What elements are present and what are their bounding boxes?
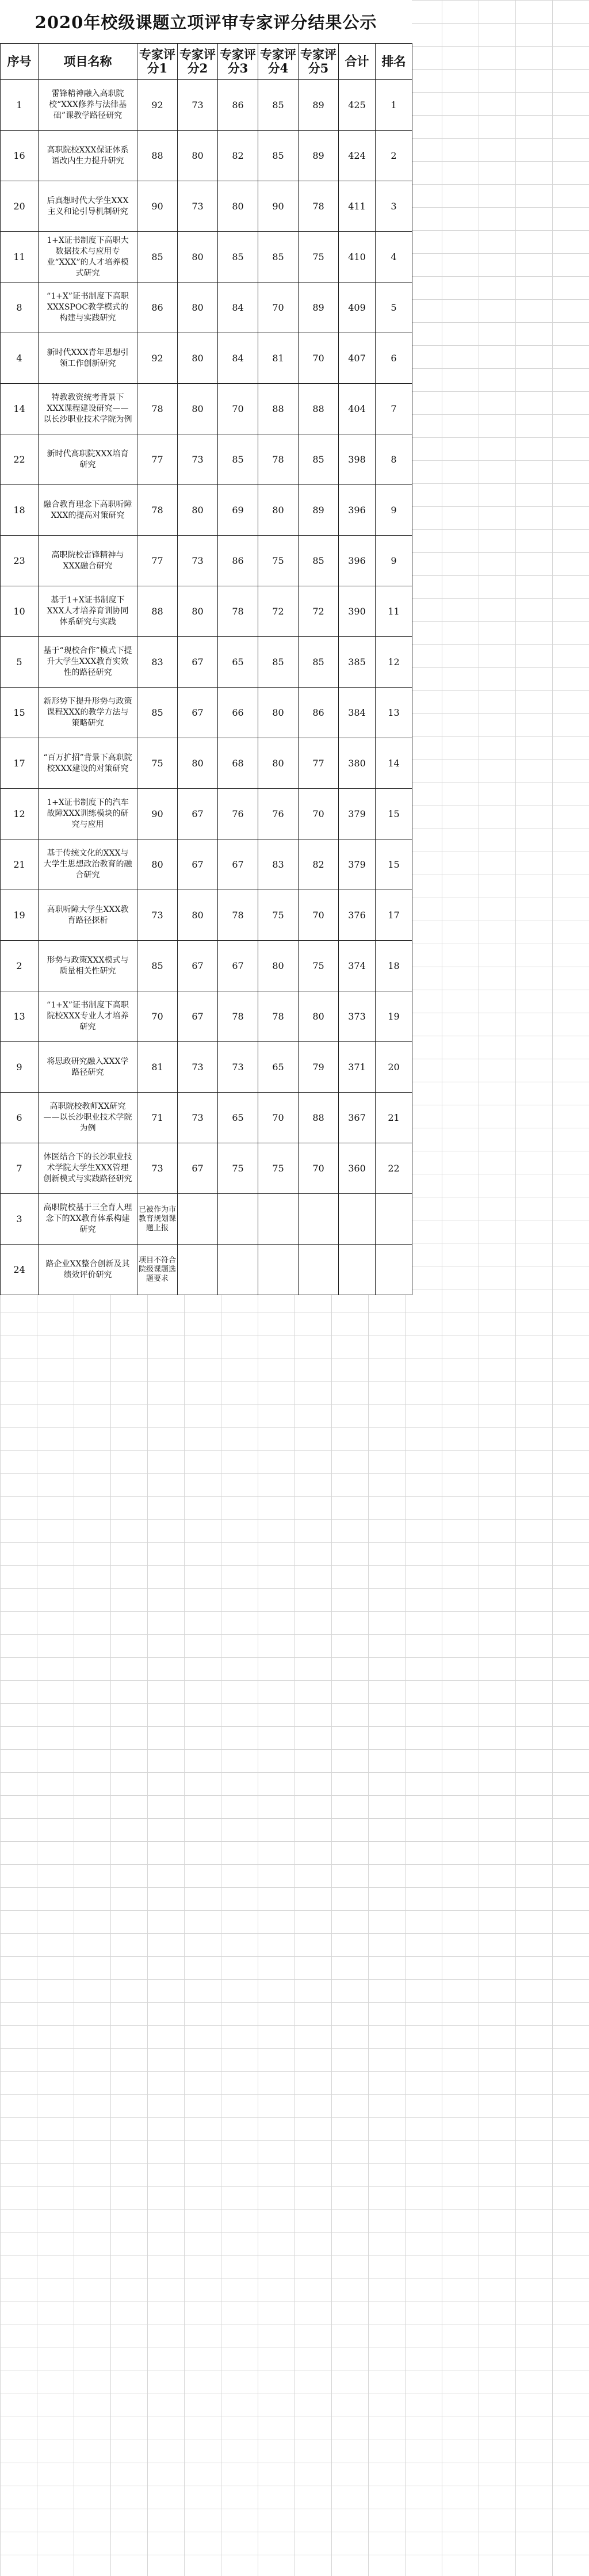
cell-score-2: 73 <box>178 1093 218 1143</box>
cell-rank: 6 <box>376 333 412 384</box>
cell-project-name: “百万扩招”背景下高职院校XXX建设的对策研究 <box>39 738 137 789</box>
cell-total: 407 <box>339 333 376 384</box>
cell-score-2: 80 <box>178 485 218 536</box>
cell-total: 374 <box>339 941 376 991</box>
table-row <box>1 384 412 434</box>
cell-score-3: 84 <box>218 333 258 384</box>
cell-score-3: 69 <box>218 485 258 536</box>
cell-project-name: 形势与政策XXX模式与质量相关性研究 <box>39 941 137 991</box>
cell-score-4: 88 <box>258 384 299 434</box>
cell-serial-no: 11 <box>1 232 39 283</box>
cell-score-3: 80 <box>218 181 258 232</box>
header-cell-score3: 专家评分3 <box>218 44 258 80</box>
cell-empty <box>376 1245 412 1295</box>
cell-serial-no: 2 <box>1 941 39 991</box>
cell-score-4: 80 <box>258 941 299 991</box>
cell-total: 379 <box>339 839 376 890</box>
cell-rank: 2 <box>376 131 412 181</box>
cell-project-name: 后真想时代大学生XXX主义和论引导机制研究 <box>39 181 137 232</box>
cell-score-4: 78 <box>258 434 299 485</box>
table-row <box>1 688 412 738</box>
cell-serial-no: 16 <box>1 131 39 181</box>
cell-score-5: 85 <box>299 434 339 485</box>
cell-score-1: 78 <box>137 384 178 434</box>
cell-total: 409 <box>339 283 376 333</box>
table-row <box>1 586 412 637</box>
cell-total: 384 <box>339 688 376 738</box>
cell-score-2: 80 <box>178 384 218 434</box>
cell-score-4: 65 <box>258 1042 299 1093</box>
cell-score-1: 92 <box>137 80 178 131</box>
cell-serial-no: 3 <box>1 1194 39 1245</box>
cell-empty <box>258 1245 299 1295</box>
cell-total: 385 <box>339 637 376 688</box>
cell-total: 396 <box>339 485 376 536</box>
cell-total: 425 <box>339 80 376 131</box>
cell-total: 367 <box>339 1093 376 1143</box>
cell-rank: 18 <box>376 941 412 991</box>
table-row <box>1 181 412 232</box>
cell-rank: 11 <box>376 586 412 637</box>
cell-rank: 22 <box>376 1143 412 1194</box>
header-cell-score1: 专家评分1 <box>137 44 178 80</box>
cell-score-4: 80 <box>258 688 299 738</box>
cell-score-5: 89 <box>299 80 339 131</box>
header-cell-name: 项目名称 <box>39 44 137 80</box>
cell-rank: 9 <box>376 536 412 586</box>
cell-project-name: 1+X证书制度下的汽车故障XXX训练模块的研究与应用 <box>39 789 137 839</box>
cell-score-5: 85 <box>299 536 339 586</box>
cell-serial-no: 20 <box>1 181 39 232</box>
cell-rank: 9 <box>376 485 412 536</box>
cell-rank: 1 <box>376 80 412 131</box>
cell-score-3: 68 <box>218 738 258 789</box>
cell-project-name: 雷锋精神融入高职院校“XXX修养与法律基础”课教学路径研究 <box>39 80 137 131</box>
cell-rank: 21 <box>376 1093 412 1143</box>
cell-total: 373 <box>339 991 376 1042</box>
cell-project-name: 基于传统文化的XXX与大学生思想政治教育的融合研究 <box>39 839 137 890</box>
cell-score-2: 80 <box>178 232 218 283</box>
table-body <box>1 80 412 1295</box>
cell-serial-no: 21 <box>1 839 39 890</box>
cell-score-4: 83 <box>258 839 299 890</box>
cell-rank: 15 <box>376 789 412 839</box>
cell-serial-no: 10 <box>1 586 39 637</box>
header-cell-score4: 专家评分4 <box>258 44 299 80</box>
cell-project-name: 体医结合下的长沙职业技术学院大学生XXX管理创新模式与实践路径研究 <box>39 1143 137 1194</box>
cell-note: 已被作为市教育规划课题上报 <box>137 1194 178 1245</box>
cell-score-4: 72 <box>258 586 299 637</box>
cell-total: 424 <box>339 131 376 181</box>
cell-empty <box>178 1245 218 1295</box>
cell-score-1: 77 <box>137 536 178 586</box>
cell-score-1: 80 <box>137 839 178 890</box>
cell-score-3: 84 <box>218 283 258 333</box>
cell-serial-no: 17 <box>1 738 39 789</box>
cell-score-2: 80 <box>178 586 218 637</box>
cell-score-3: 86 <box>218 80 258 131</box>
cell-score-2: 67 <box>178 941 218 991</box>
table-row <box>1 637 412 688</box>
cell-score-5: 85 <box>299 637 339 688</box>
cell-score-2: 80 <box>178 890 218 941</box>
cell-project-name: 高职院校雷锋精神与XXX融合研究 <box>39 536 137 586</box>
cell-score-5: 75 <box>299 941 339 991</box>
cell-serial-no: 14 <box>1 384 39 434</box>
cell-project-name: 基于1+X证书制度下XXX人才培养育训协同体系研究与实践 <box>39 586 137 637</box>
cell-note: 项目不符合院级课题选题要求 <box>137 1245 178 1295</box>
cell-score-2: 67 <box>178 1143 218 1194</box>
cell-score-1: 81 <box>137 1042 178 1093</box>
cell-serial-no: 6 <box>1 1093 39 1143</box>
cell-score-2: 80 <box>178 283 218 333</box>
cell-rank: 15 <box>376 839 412 890</box>
cell-project-name: 1+X证书制度下高职大数据技术与应用专业“XXX”的人才培养模式研究 <box>39 232 137 283</box>
table-row <box>1 283 412 333</box>
cell-score-2: 67 <box>178 637 218 688</box>
cell-score-5: 89 <box>299 131 339 181</box>
cell-score-3: 66 <box>218 688 258 738</box>
cell-score-3: 78 <box>218 586 258 637</box>
cell-score-1: 75 <box>137 738 178 789</box>
cell-total: 411 <box>339 181 376 232</box>
title-band <box>0 0 412 43</box>
table-row <box>1 991 412 1042</box>
cell-score-1: 71 <box>137 1093 178 1143</box>
header-cell-score2: 专家评分2 <box>178 44 218 80</box>
cell-score-4: 90 <box>258 181 299 232</box>
cell-rank: 7 <box>376 384 412 434</box>
table-row <box>1 232 412 283</box>
table-row <box>1 536 412 586</box>
table-row <box>1 1245 412 1295</box>
cell-score-5: 70 <box>299 1143 339 1194</box>
cell-score-2: 73 <box>178 80 218 131</box>
cell-score-4: 70 <box>258 1093 299 1143</box>
cell-score-1: 77 <box>137 434 178 485</box>
cell-score-2: 73 <box>178 434 218 485</box>
table-row <box>1 131 412 181</box>
cell-score-3: 73 <box>218 1042 258 1093</box>
cell-score-1: 90 <box>137 789 178 839</box>
cell-score-3: 85 <box>218 434 258 485</box>
cell-score-1: 85 <box>137 232 178 283</box>
cell-project-name: 融合教育理念下高职听障XXX的提高对策研究 <box>39 485 137 536</box>
cell-total: 379 <box>339 789 376 839</box>
cell-score-4: 80 <box>258 485 299 536</box>
cell-project-name: 高职院校基于三全育人理念下的XX教育体系构建研究 <box>39 1194 137 1245</box>
cell-score-3: 67 <box>218 839 258 890</box>
cell-score-1: 86 <box>137 283 178 333</box>
cell-score-3: 85 <box>218 232 258 283</box>
cell-score-2: 80 <box>178 333 218 384</box>
page-title: 2020年校级课题立项评审专家评分结果公示 <box>35 13 377 32</box>
cell-rank: 13 <box>376 688 412 738</box>
cell-total: 380 <box>339 738 376 789</box>
cell-serial-no: 1 <box>1 80 39 131</box>
cell-project-name: 高职听障大学生XXX教育路径探析 <box>39 890 137 941</box>
cell-project-name: 路企业XX整合创新及其绩效评价研究 <box>39 1245 137 1295</box>
cell-score-4: 75 <box>258 890 299 941</box>
cell-total: 376 <box>339 890 376 941</box>
cell-score-5: 86 <box>299 688 339 738</box>
cell-empty <box>218 1245 258 1295</box>
cell-empty <box>376 1194 412 1245</box>
cell-score-4: 75 <box>258 536 299 586</box>
table-row <box>1 1194 412 1245</box>
table-row <box>1 1093 412 1143</box>
header-cell-score5: 专家评分5 <box>299 44 339 80</box>
cell-score-3: 82 <box>218 131 258 181</box>
cell-project-name: 基于“现校合作”模式下提升大学生XXX教育实效性的路径研究 <box>39 637 137 688</box>
header-row <box>1 44 412 80</box>
table-row <box>1 80 412 131</box>
cell-project-name: 新形势下提升形势与政策课程XXX的教学方法与策略研究 <box>39 688 137 738</box>
table-row <box>1 789 412 839</box>
cell-score-5: 75 <box>299 232 339 283</box>
cell-score-4: 85 <box>258 232 299 283</box>
cell-score-4: 81 <box>258 333 299 384</box>
table-row <box>1 890 412 941</box>
cell-rank: 3 <box>376 181 412 232</box>
table-row <box>1 941 412 991</box>
cell-total: 360 <box>339 1143 376 1194</box>
cell-score-3: 65 <box>218 1093 258 1143</box>
cell-score-1: 85 <box>137 688 178 738</box>
cell-score-1: 73 <box>137 890 178 941</box>
cell-score-1: 83 <box>137 637 178 688</box>
cell-score-4: 78 <box>258 991 299 1042</box>
cell-score-2: 73 <box>178 536 218 586</box>
cell-score-5: 78 <box>299 181 339 232</box>
cell-empty <box>339 1245 376 1295</box>
cell-score-3: 70 <box>218 384 258 434</box>
cell-project-name: “1+X”证书制度下高职院校XXX专业人才培养研究 <box>39 991 137 1042</box>
cell-empty <box>178 1194 218 1245</box>
cell-score-5: 82 <box>299 839 339 890</box>
cell-score-5: 79 <box>299 1042 339 1093</box>
cell-score-5: 88 <box>299 1093 339 1143</box>
score-table <box>0 43 412 1295</box>
cell-score-5: 77 <box>299 738 339 789</box>
cell-rank: 17 <box>376 890 412 941</box>
cell-score-2: 73 <box>178 181 218 232</box>
cell-score-5: 70 <box>299 789 339 839</box>
cell-total: 410 <box>339 232 376 283</box>
cell-empty <box>258 1194 299 1245</box>
cell-score-2: 67 <box>178 688 218 738</box>
cell-score-3: 78 <box>218 890 258 941</box>
cell-serial-no: 5 <box>1 637 39 688</box>
cell-score-3: 86 <box>218 536 258 586</box>
cell-score-5: 89 <box>299 485 339 536</box>
cell-score-3: 67 <box>218 941 258 991</box>
cell-project-name: 高职院校XXX保证体系语改内生力提升研究 <box>39 131 137 181</box>
cell-rank: 12 <box>376 637 412 688</box>
cell-rank: 20 <box>376 1042 412 1093</box>
header-cell-rank: 排名 <box>376 44 412 80</box>
cell-empty <box>299 1245 339 1295</box>
cell-rank: 19 <box>376 991 412 1042</box>
cell-total: 398 <box>339 434 376 485</box>
cell-total: 396 <box>339 536 376 586</box>
cell-serial-no: 9 <box>1 1042 39 1093</box>
cell-serial-no: 23 <box>1 536 39 586</box>
table-row <box>1 839 412 890</box>
cell-score-2: 67 <box>178 991 218 1042</box>
cell-score-4: 70 <box>258 283 299 333</box>
cell-score-4: 85 <box>258 131 299 181</box>
cell-empty <box>299 1194 339 1245</box>
table-row <box>1 434 412 485</box>
cell-serial-no: 18 <box>1 485 39 536</box>
cell-serial-no: 12 <box>1 789 39 839</box>
cell-serial-no: 4 <box>1 333 39 384</box>
cell-score-1: 92 <box>137 333 178 384</box>
cell-score-5: 80 <box>299 991 339 1042</box>
cell-total: 404 <box>339 384 376 434</box>
cell-score-1: 85 <box>137 941 178 991</box>
cell-score-1: 73 <box>137 1143 178 1194</box>
cell-score-1: 90 <box>137 181 178 232</box>
cell-score-3: 76 <box>218 789 258 839</box>
cell-project-name: 将思政研究融入XXX学路径研究 <box>39 1042 137 1093</box>
cell-score-4: 85 <box>258 80 299 131</box>
header-cell-total: 合计 <box>339 44 376 80</box>
cell-score-1: 70 <box>137 991 178 1042</box>
cell-project-name: 新时代高职院XXX培育研究 <box>39 434 137 485</box>
cell-total: 390 <box>339 586 376 637</box>
cell-score-1: 88 <box>137 131 178 181</box>
cell-project-name: 特教教资统考背景下XXX课程建设研究——以长沙职业技术学院为例 <box>39 384 137 434</box>
table-row <box>1 738 412 789</box>
cell-serial-no: 22 <box>1 434 39 485</box>
table-row <box>1 333 412 384</box>
cell-score-5: 88 <box>299 384 339 434</box>
cell-score-2: 80 <box>178 738 218 789</box>
cell-serial-no: 8 <box>1 283 39 333</box>
cell-score-3: 65 <box>218 637 258 688</box>
cell-score-4: 80 <box>258 738 299 789</box>
cell-project-name: 新时代XXX青年思想引领工作创新研究 <box>39 333 137 384</box>
cell-serial-no: 7 <box>1 1143 39 1194</box>
cell-score-4: 85 <box>258 637 299 688</box>
cell-score-3: 75 <box>218 1143 258 1194</box>
cell-score-2: 73 <box>178 1042 218 1093</box>
cell-project-name: “1+X”证书制度下高职XXXSPOC教学模式的构建与实践研究 <box>39 283 137 333</box>
cell-score-5: 72 <box>299 586 339 637</box>
cell-score-2: 67 <box>178 789 218 839</box>
cell-score-4: 76 <box>258 789 299 839</box>
cell-empty <box>339 1194 376 1245</box>
cell-rank: 4 <box>376 232 412 283</box>
cell-rank: 14 <box>376 738 412 789</box>
table-row <box>1 1042 412 1093</box>
cell-score-5: 89 <box>299 283 339 333</box>
cell-serial-no: 24 <box>1 1245 39 1295</box>
cell-rank: 5 <box>376 283 412 333</box>
cell-score-5: 70 <box>299 333 339 384</box>
cell-rank: 8 <box>376 434 412 485</box>
cell-score-5: 70 <box>299 890 339 941</box>
cell-score-1: 78 <box>137 485 178 536</box>
cell-score-3: 78 <box>218 991 258 1042</box>
cell-score-1: 88 <box>137 586 178 637</box>
table-row <box>1 1143 412 1194</box>
table-row <box>1 485 412 536</box>
cell-project-name: 高职院校教师XX研究——以长沙职业技术学院为例 <box>39 1093 137 1143</box>
cell-total: 371 <box>339 1042 376 1093</box>
cell-serial-no: 19 <box>1 890 39 941</box>
cell-serial-no: 15 <box>1 688 39 738</box>
cell-serial-no: 13 <box>1 991 39 1042</box>
header-cell-no: 序号 <box>1 44 39 80</box>
cell-score-2: 67 <box>178 839 218 890</box>
cell-empty <box>218 1194 258 1245</box>
cell-score-2: 80 <box>178 131 218 181</box>
cell-score-4: 75 <box>258 1143 299 1194</box>
